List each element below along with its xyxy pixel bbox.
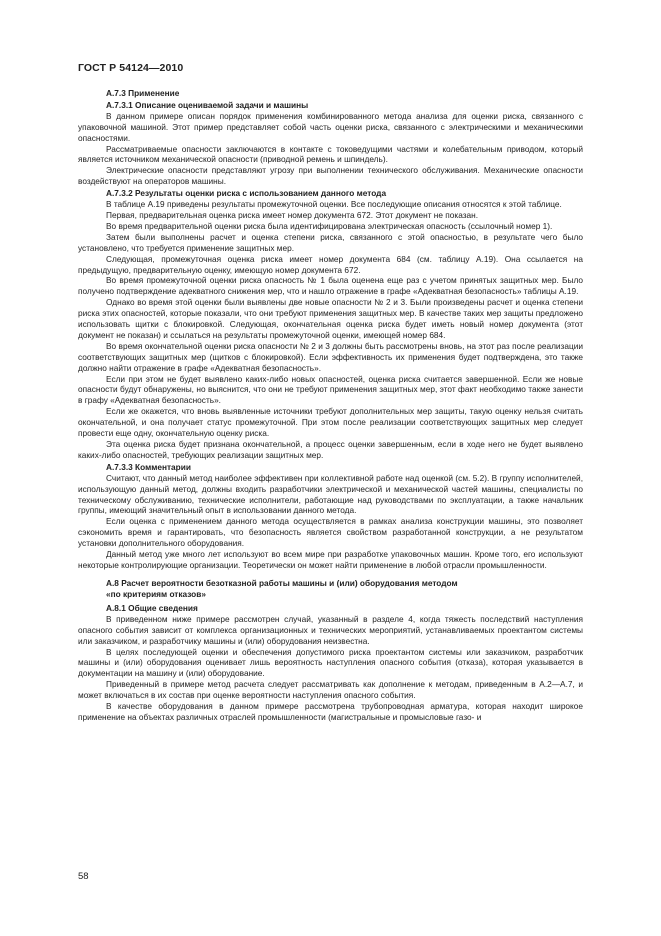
section-heading-a7-3-1: А.7.3.1 Описание оцениваемой задачи и машины (106, 99, 309, 110)
document-body (78, 88, 583, 723)
paragraph: Однако во время этой оценки были выявлены две новые опасности № 2 и 3. Были произведены расчет и оценка степени риска этих опасностей, которые показали, что они требуют применения защитных мер. В качестве таких мер защиты предложено использовать щитки с блокировкой. Следующая, окончательная оценка риска будет иметь новый номер документа (этот документ не показан) и ссылаться на результаты промежуточной оценки, имеющей номер 684. (78, 297, 583, 340)
section-heading-a8-1: А.8.1 Общие сведения (106, 602, 198, 613)
paragraph: Если при этом не будет выявлено каких-либо новых опасностей, оценка риска считается завершенной. Если же новые опасности будут обнаружены, но выяснится, что они не требуют применения защитных мер, этот факт необходимо также занести в графу «Адекватная безопасность». (78, 373, 583, 406)
section-heading-a8 (78, 578, 583, 600)
section-heading-a8-line2: «по критериям отказов» (106, 588, 206, 599)
paragraph: В данном примере описан порядок применения комбинированного метода анализа для оценки риска, связанного с упаковочной машиной. Этот пример представляет собой часть оценки риска, связанного с электрическими и механическими опасностями. (78, 110, 583, 143)
paragraph: В качестве оборудования в данном примере рассмотрена трубопроводная арматура, которая находит широкое применение на объектах различных отраслей промышленности (магистральные и промысловые газо- и (78, 701, 583, 722)
section-heading-a7-3-3: А.7.3.3 Комментарии (106, 461, 191, 472)
paragraph: Первая, предварительная оценка риска имеет номер документа 672. Этот документ не показан. (106, 209, 479, 220)
paragraph: Во время промежуточной оценки риска опасность № 1 была оценена еще раз с учетом принятых защитных мер. Было получено подтверждение адекватного снижения мер, что и нашло отражение в графе «Адекватная безопасность» таблицы А.19. (78, 275, 583, 297)
document-header: ГОСТ Р 54124—2010 (78, 62, 184, 74)
paragraph: Рассматриваемые опасности заключаются в контакте с токоведущими частями и колебательным приводом, который является источником механической опасности (приводной ремень и шпиндель). (78, 143, 583, 165)
paragraph: Эта оценка риска будет признана окончательной, а процесс оценки завершенным, если в ходе него не будет выявлено каких-либо опасностей, требующих реализации защитных мер. (78, 439, 583, 460)
paragraph: В приведенном ниже примере рассмотрен случай, указанный в разделе 4, когда тяжесть последствий наступления опасного события зависит от комплекса организационных и технических мероприятий, устанавливаемых проектантом системы или заказчиком, и разработчику машины и (или) оборудования неизвестна. (78, 613, 583, 646)
paragraph: Во время предварительной оценки риска была идентифицирована электрическая опасность (ссылочный номер 1). (106, 220, 553, 231)
page-number: 58 (78, 871, 89, 882)
paragraph: Следующая, промежуточная оценка риска имеет номер документа 684 (см. таблицу А.19). Она ссылается на предыдущую, предварительную оценку, имеющую номер документа 672. (78, 253, 583, 275)
section-heading-a7-3-2: А.7.3.2 Результаты оценки риска с использованием данного метода (106, 188, 387, 199)
paragraph: В целях последующей оценки и обеспечения допустимого риска проектантом системы или заказчиком, разработчик машины и (или) оборудования оценивает лишь вероятность наступления опасного события (отказа), которая указывается в документации на машину и (или) оборудование. (78, 646, 583, 679)
section-heading-a7-3: А.7.3 Применение (106, 88, 180, 98)
paragraph: Если оценка с применением данного метода осуществляется в рамках анализа конструкции машины, это позволяет сэкономить время и гарантировать, что безопасность является свойством разработанной конструкции, а не результатом установки дополнительного оборудования. (78, 516, 583, 549)
section-heading-a8-line1: А.8 Расчет вероятности безотказной работы машины и (или) оборудования методом (106, 577, 458, 588)
paragraph: В таблице А.19 приведены результаты промежуточной оценки. Все последующие описания относятся к этой таблице. (106, 199, 562, 210)
paragraph: Данный метод уже много лет используют во всем мире при разработке упаковочных машин. Кроме того, его используют некоторые контролирующие организации. Теоретически он может найти применение в любой отрасли промышленности. (78, 549, 583, 570)
paragraph: Затем были выполнены расчет и оценка степени риска, связанного с этой опасностью, в результате чего было установлено, что требуется применение защитных мер. (78, 231, 583, 253)
paragraph: Считают, что данный метод наиболее эффективен при коллективной работе над оценкой (см. 5.2). В группу исполнителей, использующую данный метод, должны входить разработчики электрической и механической частей машины, специалисты по техническому обслуживанию, технические исполнители, работающие над руководствами по эксплуатации, а также начальник группы, имеющий значительный опыт в использовании данного метода. (78, 472, 583, 516)
paragraph: Электрические опасности представляют угрозу при выполнении технического обслуживания. Механические опасности воздействуют на операторов машины. (78, 165, 583, 187)
paragraph: Во время окончательной оценки риска опасности № 2 и 3 должны быть рассмотрены вновь, на этот раз после реализации соответствующих защитных мер (щитков с блокировкой). Если эффективность их применения будет подтверждена, это также должно найти отражение в графе «Адекватная безопасность». (78, 340, 583, 373)
paragraph: Приведенный в примере метод расчета следует рассматривать как дополнение к методам, приведенным в А.2—А.7, и может включаться в их состав при оценке вероятности наступления опасного события. (78, 679, 583, 701)
paragraph: Если же окажется, что вновь выявленные источники требуют дополнительных мер защиты, такую оценку нельзя считать окончательной, и она получает статус промежуточной. При этом после реализации соответствующих защитных мер следует провести еще одну, окончательную оценку риска. (78, 406, 583, 439)
